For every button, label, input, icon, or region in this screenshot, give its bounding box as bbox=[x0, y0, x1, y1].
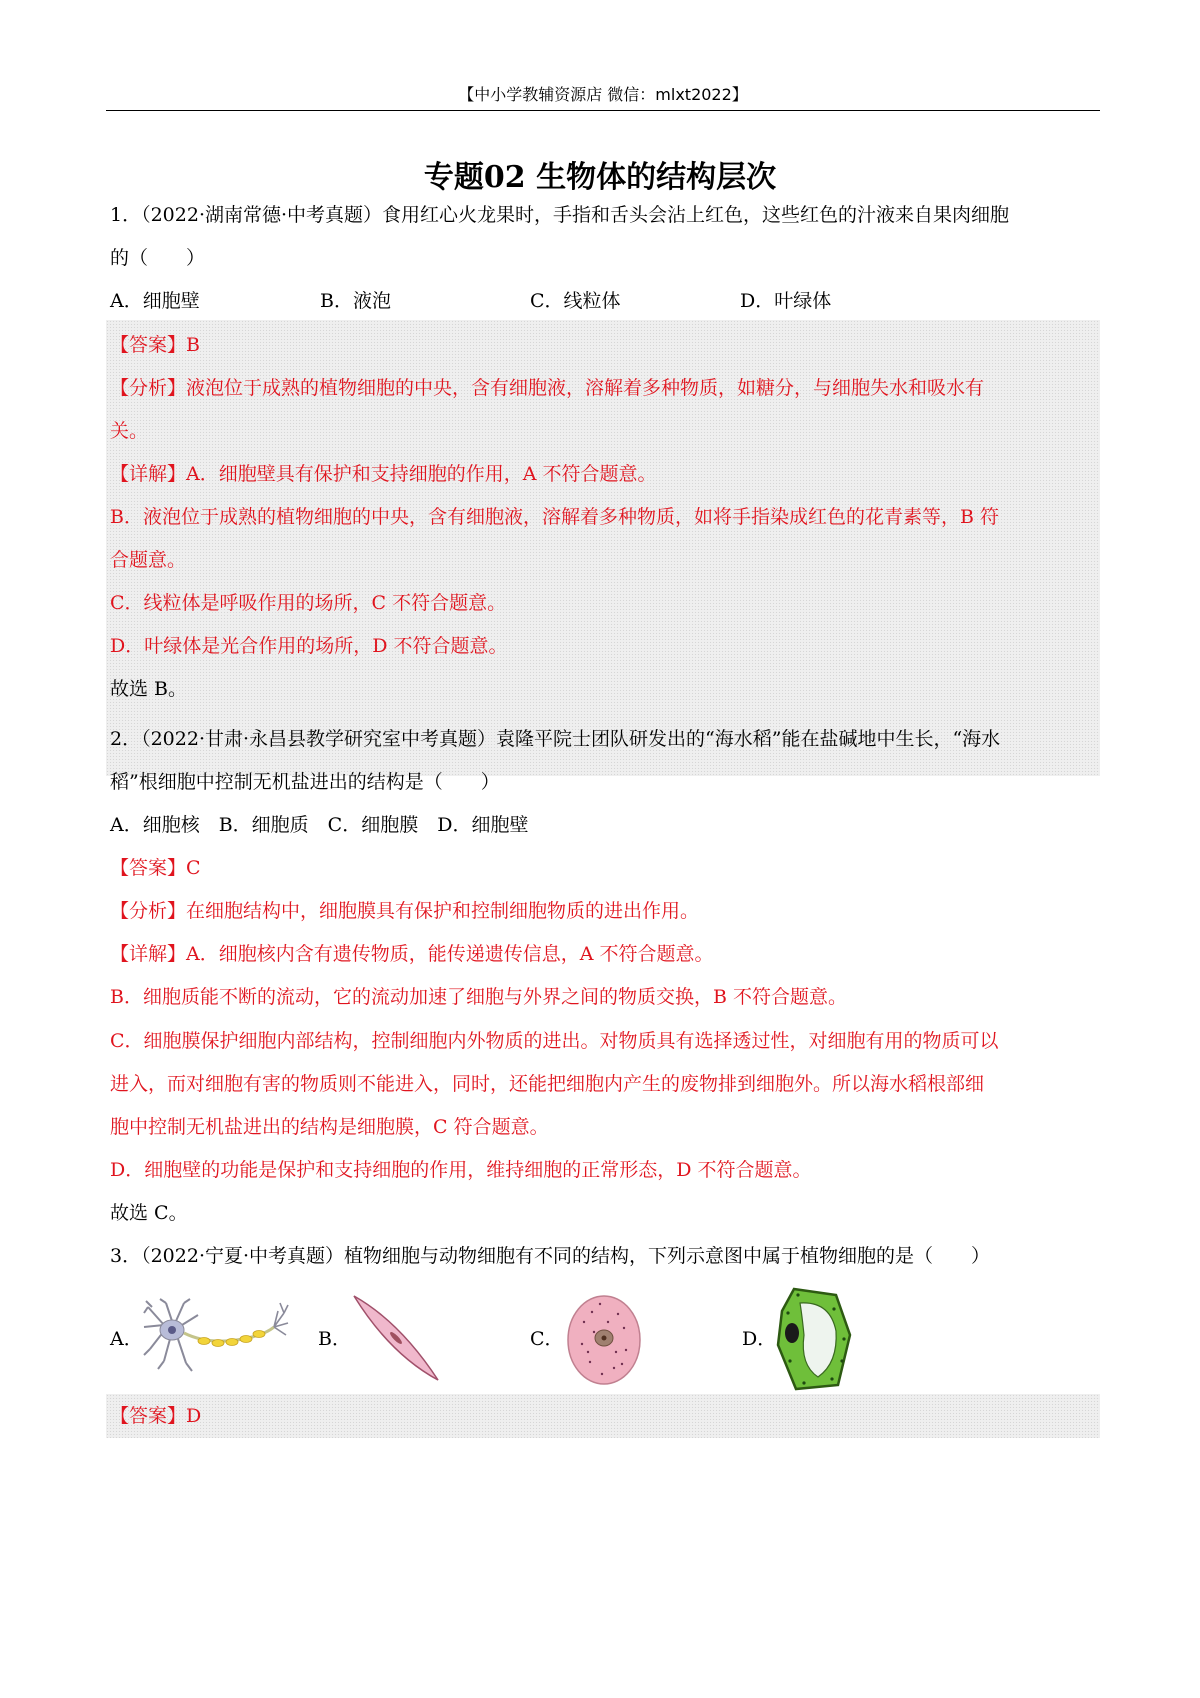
q2-stem-line1: 2．（2022·甘肃·永昌县教学研究室中考真题）袁隆平院士团队研发出的“海水稻”能在盐碱地中生长，“海水 bbox=[110, 728, 1001, 750]
q3-answer: 【答案】D bbox=[110, 1405, 202, 1427]
neuron-icon bbox=[142, 1297, 292, 1375]
q1-option-a: A．细胞壁 bbox=[110, 290, 200, 312]
q1-option-d: D．叶绿体 bbox=[740, 290, 832, 312]
q3-option-a-label: A． bbox=[110, 1328, 143, 1350]
q2-detail-c-line3: 胞中控制无机盐进出的结构是细胞膜，C 符合题意。 bbox=[110, 1116, 549, 1138]
q2-options: A．细胞核 B．细胞质 C．细胞膜 D．细胞壁 bbox=[110, 814, 529, 836]
q1-option-c: C．线粒体 bbox=[530, 290, 621, 312]
q2-analysis: 【分析】在细胞结构中，细胞膜具有保护和控制细胞物质的进出作用。 bbox=[110, 900, 700, 922]
q3-option-c-label: C． bbox=[530, 1328, 564, 1350]
q1-answer: 【答案】B bbox=[110, 334, 200, 356]
animal-cell-icon bbox=[564, 1292, 644, 1388]
q1-analysis-line2: 关。 bbox=[110, 420, 149, 442]
q2-detail-a: 【详解】A．细胞核内含有遗传物质，能传递遗传信息，A 不符合题意。 bbox=[110, 943, 714, 965]
q1-detail-b-line1: B．液泡位于成熟的植物细胞的中央，含有细胞液，溶解着多种物质，如将手指染成红色的花青素等，B 符 bbox=[110, 506, 999, 528]
q1-detail-b-line2: 合题意。 bbox=[110, 549, 187, 571]
q3-option-d-label: D． bbox=[742, 1328, 777, 1350]
q2-detail-b: B．细胞质能不断的流动，它的流动加速了细胞与外界之间的物质交换，B 不符合题意。 bbox=[110, 986, 847, 1008]
muscle-cell-icon bbox=[350, 1292, 442, 1384]
page-title: 专题02 生物体的结构层次 bbox=[423, 160, 777, 195]
q1-detail-d: D．叶绿体是光合作用的场所，D 不符合题意。 bbox=[110, 635, 508, 657]
q3-option-b-label: B． bbox=[318, 1328, 351, 1350]
header-divider bbox=[106, 110, 1100, 111]
q1-conclusion: 故选 B。 bbox=[110, 678, 188, 700]
q2-detail-c-line2: 进入，而对细胞有害的物质则不能进入，同时，还能把细胞内产生的废物排到细胞外。所以海水稻根部细 bbox=[110, 1073, 985, 1095]
q1-detail-c: C．线粒体是呼吸作用的场所，C 不符合题意。 bbox=[110, 592, 507, 614]
plant-cell-icon bbox=[774, 1285, 854, 1393]
q1-stem-line2: 的（ ） bbox=[110, 247, 206, 269]
q3-answer-panel bbox=[106, 1394, 1100, 1438]
q2-conclusion: 故选 C。 bbox=[110, 1202, 188, 1224]
q1-detail-a: 【详解】A．细胞壁具有保护和支持细胞的作用，A 不符合题意。 bbox=[110, 463, 657, 485]
q1-option-b: B．液泡 bbox=[320, 290, 391, 312]
q1-stem-line1: 1．（2022·湖南常德·中考真题）食用红心火龙果时，手指和舌头会沾上红色，这些红色的汁液来自果肉细胞 bbox=[110, 204, 1010, 226]
page-header: 【中小学教辅资源店 微信：mlxt2022】 bbox=[458, 85, 748, 104]
q1-analysis-line1: 【分析】液泡位于成熟的植物细胞的中央，含有细胞液，溶解着多种物质，如糖分，与细胞失水和吸水有 bbox=[110, 377, 985, 399]
q2-detail-d: D．细胞壁的功能是保护和支持细胞的作用，维持细胞的正常形态，D 不符合题意。 bbox=[110, 1159, 812, 1181]
q2-detail-c-line1: C．细胞膜保护细胞内部结构，控制细胞内外物质的进出。对物质具有选择透过性，对细胞有用的物质可以 bbox=[110, 1030, 999, 1052]
q2-answer: 【答案】C bbox=[110, 857, 201, 879]
q2-stem-line2: 稻”根细胞中控制无机盐进出的结构是（ ） bbox=[110, 771, 500, 793]
q3-stem: 3．（2022·宁夏·中考真题）植物细胞与动物细胞有不同的结构，下列示意图中属于植物细胞的是（ ） bbox=[110, 1245, 991, 1267]
